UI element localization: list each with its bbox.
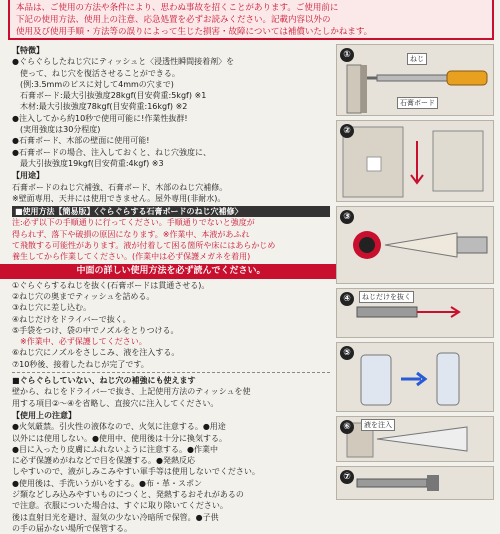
features-line: 最大引抜強度19kgf(目安荷重:4kgf) ※3 — [12, 158, 164, 168]
step-line: ①ぐらぐらするねじを抜く(石膏ボードは貫通させる)。 — [12, 280, 210, 290]
precautions-line: しやすいので、液がしみこみやすい軍手等は使用しないでください。 — [12, 467, 260, 477]
read-inside-banner: 中面の詳しい使用方法を必ず読んでください。 — [0, 264, 342, 279]
figure-step-5 — [336, 342, 494, 412]
tissue-insert-illustration — [337, 121, 493, 201]
figure-step-4 — [336, 288, 494, 338]
precautions-line: 以外には使用しない。●使用中、使用後は十分に換気する。 — [12, 433, 227, 443]
precautions-line: に必ず保護めがねなどで目を保護する。●発熱反応 — [12, 456, 195, 466]
features-line: 使って、ねじ穴を復活させることができる。 — [12, 68, 180, 78]
features-line: (実用強度は30分程度) — [12, 125, 101, 135]
figure-label: ねじだけを抜く — [359, 291, 414, 303]
method-warning-line: 得られず、落下や破損の原因になります。※作業中、本液があふれ — [12, 229, 250, 239]
method-simple-title: ■使用方法【簡易版】〈ぐらぐらする石膏ボードのねじ穴補修〉 — [12, 206, 330, 217]
method-warning-line: て飛散する可能性があります。液が付着して困る箇所や床にはあらかじめ — [12, 241, 276, 251]
instructions-column — [12, 44, 330, 533]
figure-label: 液を注入 — [361, 419, 395, 431]
figure-step-1 — [336, 44, 494, 116]
finished-screw-illustration — [337, 467, 493, 499]
uses-line: ※壁面専用、天井には使用できません。屋外専用(非耐水)。 — [12, 193, 226, 203]
section2-line: 壁から、ねじをドライバーで抜き、上記使用方法のティッシュを使 — [12, 387, 251, 397]
uses-title: 【用途】 — [12, 171, 44, 181]
precautions-line: ●目に入ったり皮膚にふれないように注意する。●作業中 — [12, 444, 218, 454]
screw-insert-illustration — [337, 207, 493, 283]
precautions-line: 後は直射日光を避け、湿気の少ない冷暗所で保管。●子供 — [12, 512, 219, 522]
features-line: (例:3.5mmのビスに対して4mmの穴まで) — [12, 79, 174, 89]
figure-number: ③ — [340, 210, 354, 224]
step-line: ④ねじだけをドライバーで抜く。 — [12, 314, 131, 324]
features-line: ●注入してから約10秒で使用可能に!作業性抜群! — [12, 113, 188, 123]
figure-number: ⑤ — [340, 346, 354, 360]
top-warning-line: 使用及び使用手順・方法等の誤りによって生じた損害・故障については補償いたしかねます。 — [16, 27, 373, 37]
figure-step-6 — [336, 416, 494, 462]
figure-number: ⑥ — [340, 420, 354, 434]
step-line: ⑦10秒後、接着したねじが完了です。 — [12, 359, 149, 369]
top-warning-line: 本品は、ご使用の方法や条件により、思わぬ事故を招くことがあります。ご使用前に — [16, 3, 339, 13]
precautions-line: ●火気厳禁。引火性の液体なので、火気に注意する。●用途 — [12, 422, 226, 432]
method-warning-line: 注:必ず以下の手順通りに行ってください。手順通りでないと強度が — [12, 218, 255, 228]
features-line: ●石膏ボード、木部の壁面に使用可能! — [12, 136, 150, 146]
features-line: ●ぐらぐらしたねじ穴にティッシュと〈浸透性瞬間接着剤〉を — [12, 57, 235, 67]
top-warning-box — [8, 0, 494, 40]
method-warning-line: 養生してから作業してください。(作業中は必ず保護メガネを着用) — [12, 252, 251, 262]
precautions-line: の手の届かない場所で保管する。 — [12, 523, 132, 533]
step-line: ②ねじ穴の奥までティッシュを詰める。 — [12, 291, 155, 301]
step-line: ⑥ねじ穴にノズルをさしこみ、液を注入する。 — [12, 348, 180, 358]
precautions-line: ジ類などしみ込みやすいものにつくと、発熱するおそれがあるの — [12, 489, 244, 499]
divider — [12, 372, 330, 373]
features-line: 石膏ボード:最大引抜強度28kgf(目安荷重:5kgf) ※1 — [12, 91, 207, 101]
figure-step-3 — [336, 206, 494, 284]
uses-line: 石膏ボードのねじ穴補強、石膏ボード、木部のねじ穴補修。 — [12, 182, 228, 192]
step-line: ③ねじ穴に差し込む。 — [12, 303, 92, 313]
section2-line: 用する項目②〜④を省略し、直接穴に注入してください。 — [12, 398, 219, 408]
features-line: 木材:最大引抜強度78kgf(目安荷重:16kgf) ※2 — [12, 102, 188, 112]
step-line: ⑤手袋をつけ、袋の中でノズルをとりつける。 — [12, 325, 179, 335]
figure-label: 石膏ボード — [397, 97, 438, 109]
figure-step-7 — [336, 466, 494, 500]
figure-number: ⑦ — [340, 470, 354, 484]
section2-title: ■ぐらぐらしていない、ねじ穴の補強にも使えます — [12, 376, 196, 386]
figure-number: ④ — [340, 292, 354, 306]
banner-spacer — [12, 263, 330, 280]
precautions-line: で注意。衣服についた場合は、すぐに取り除いてください。 — [12, 501, 228, 511]
features-title: 【特徴】 — [12, 46, 44, 55]
figure-number: ① — [340, 48, 354, 62]
step-note: ※作業中、必ず保護してください。 — [12, 337, 147, 347]
figure-step-2 — [336, 120, 494, 202]
features-line: ●石膏ボードの場合、注入しておくと、ねじ穴強度に、 — [12, 147, 211, 157]
top-warning-line: 下記の使用方法、使用上の注意、応急処置を必ずお読みください。記載内容以外の — [16, 15, 331, 25]
nozzle-attach-illustration — [337, 343, 493, 411]
figure-number: ② — [340, 124, 354, 138]
figures-column — [336, 44, 496, 500]
precautions-line: ●使用後は、手洗いうがいをする。●布・革・スポン — [12, 478, 202, 488]
precautions-title: 【使用上の注意】 — [12, 410, 76, 420]
figure-label: ねじ — [407, 53, 427, 65]
